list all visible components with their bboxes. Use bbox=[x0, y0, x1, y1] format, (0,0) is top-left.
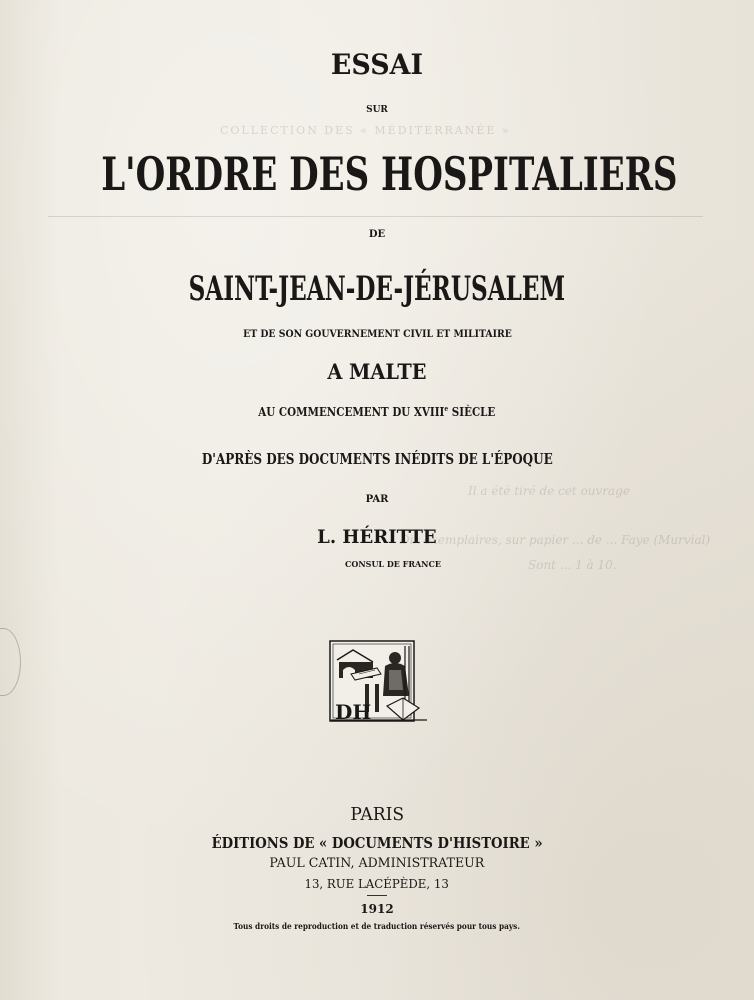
commencement-text: AU COMMENCEMENT DU XVIII bbox=[258, 405, 445, 419]
de-label: DE bbox=[368, 229, 386, 240]
main-title: L'ORDRE DES HOSPITALIERS bbox=[101, 147, 678, 201]
siecle-text: SIÈCLE bbox=[448, 405, 496, 419]
a-malte-line: A MALTE bbox=[327, 359, 427, 384]
bleed-exemplaires: Dix exemplaires, sur papier ... de ... Faye (Murvial) bbox=[400, 533, 711, 547]
bleed-sont: Sont ... 1 à 10. bbox=[528, 558, 617, 572]
par-label: PAR bbox=[365, 494, 389, 505]
bleed-rule bbox=[48, 216, 703, 217]
printer-device-emblem bbox=[329, 640, 427, 724]
page-edge-curl bbox=[0, 628, 21, 696]
bleed-collection: COLLECTION DES « MÉDITERRANÉE » bbox=[220, 124, 511, 137]
documents-line: D'APRÈS DES DOCUMENTS INÉDITS DE L'ÉPOQUE bbox=[201, 450, 553, 468]
sur-label: SUR bbox=[366, 105, 388, 115]
century-suffix: e bbox=[444, 404, 449, 413]
author-role: CONSUL DE FRANCE bbox=[345, 559, 441, 569]
emblem-monogram: DH bbox=[335, 700, 372, 724]
imprint-publisher: ÉDITIONS DE « DOCUMENTS D'HISTOIRE » bbox=[211, 834, 543, 852]
author-name: L. HÉRITTE bbox=[317, 526, 437, 548]
bleed-tirage: Il a été tiré de cet ouvrage bbox=[468, 484, 630, 498]
imprint-administrator: PAUL CATIN, ADMINISTRATEUR bbox=[269, 856, 485, 871]
subtitle: SAINT-JEAN-DE-JÉRUSALEM bbox=[188, 269, 566, 309]
imprint-rights: Tous droits de reproduction et de traduction réservés pour tous pays. bbox=[233, 921, 521, 931]
imprint-address: 13, RUE LACÉPÈDE, 13 bbox=[304, 877, 450, 891]
imprint-year: 1912 bbox=[360, 902, 394, 916]
essai-heading: ESSAI bbox=[330, 48, 424, 81]
imprint-city: PARIS bbox=[350, 804, 404, 825]
commencement-line bbox=[0, 401, 754, 420]
gouvernement-line: ET DE SON GOUVERNEMENT CIVIL ET MILITAIRE bbox=[242, 329, 512, 340]
imprint-divider bbox=[367, 895, 387, 896]
